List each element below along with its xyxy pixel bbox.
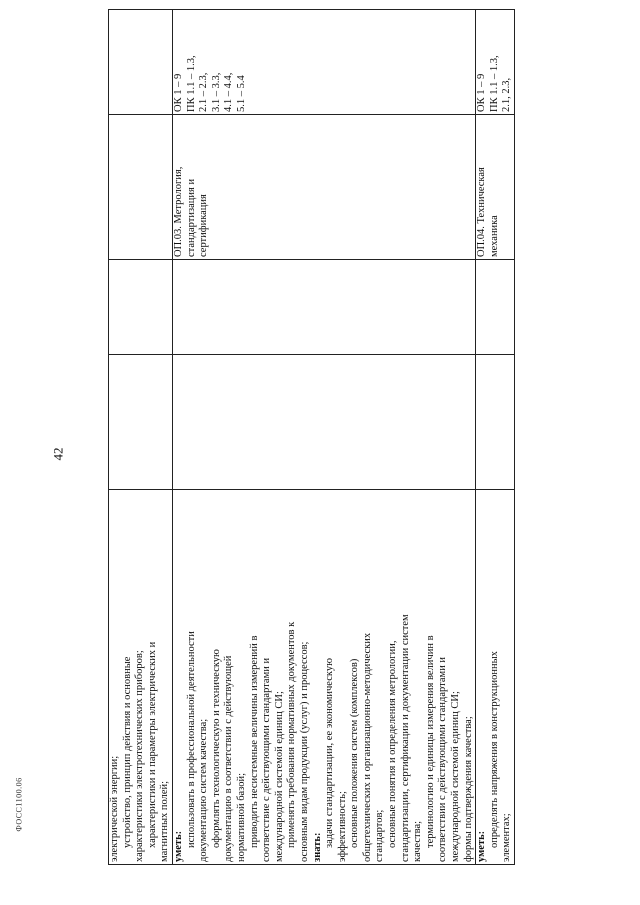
content-line: использовать в профессиональной деятельности <box>185 631 197 848</box>
competency-code: 4.1 – 4.4, <box>223 72 235 112</box>
content-line: международной системой единиц СИ; <box>450 691 462 862</box>
competency-code: 2.1, 2.3, <box>501 77 513 112</box>
empty-cell <box>476 260 515 355</box>
content-line: характеристики электротехнических приборов; <box>134 650 146 862</box>
content-line: документацию в соответствии с действующей <box>223 655 235 862</box>
curriculum-table <box>108 9 515 865</box>
table-row <box>109 10 173 865</box>
competency-code: ПК 1.1 – 1.3, <box>488 55 500 112</box>
content-line: соответствие с действующими стандартами и <box>261 657 273 862</box>
discipline-line: механика <box>488 215 500 257</box>
competencies-cell <box>172 10 475 115</box>
empty-cell <box>476 355 515 490</box>
discipline-cell <box>109 115 173 260</box>
content-line: международной системой единиц СИ; <box>273 691 285 862</box>
content-cell <box>109 490 173 865</box>
competency-code: ОК 1 – 9 <box>476 73 488 112</box>
competencies-cell <box>109 10 173 115</box>
table-body <box>109 10 515 865</box>
content-line: основные положения систем (комплексов) <box>349 658 361 848</box>
table-row <box>476 10 515 865</box>
content-cell <box>172 490 475 865</box>
content-line: качества; <box>412 820 424 862</box>
content-line: основным видам продукции (услуг) и процессов; <box>298 641 310 862</box>
footer-code: ФОСС1100.06 <box>14 777 24 832</box>
competency-code: ПК 1.1 – 1.3, <box>185 55 197 112</box>
discipline-line: сертификация <box>198 194 210 257</box>
competency-code: ОК 1 – 9 <box>172 73 184 112</box>
empty-cell <box>109 260 173 355</box>
content-line: электрической энергии; <box>109 755 120 862</box>
section-heading: уметь: <box>172 830 184 862</box>
content-line: устройство, принцип действия и основные <box>121 656 133 848</box>
content-line: применять требования нормативных документов к <box>286 621 298 848</box>
discipline-cell <box>476 115 515 260</box>
competency-code: 2.1 – 2.3, <box>198 72 210 112</box>
table-row <box>172 10 475 865</box>
discipline-line: стандартизация и <box>185 178 197 257</box>
empty-cell <box>172 260 475 355</box>
discipline-cell <box>172 115 475 260</box>
content-line: элементах; <box>501 813 513 862</box>
page-number: 42 <box>50 447 66 461</box>
content-line: эффективность; <box>336 791 348 862</box>
content-line: терминологию и единицы измерения величин в <box>424 635 436 848</box>
content-cell <box>476 490 515 865</box>
content-line: задачи стандартизации, ее экономическую <box>324 658 336 848</box>
content-line: нормативной базой; <box>235 772 247 862</box>
content-line: приводить несистемные величины измерений в <box>248 635 260 848</box>
content-line: общетехнических и организационно-методических <box>361 632 373 862</box>
content-line: характеристики и параметры электрических и <box>146 641 158 848</box>
section-heading: уметь: <box>476 830 488 862</box>
rotated-table-container <box>108 35 615 865</box>
section-heading: знать: <box>311 832 323 862</box>
discipline-line: ОП.04. Техническая <box>476 167 488 257</box>
content-line: документацию систем качества; <box>198 718 210 862</box>
competency-code: 5.1 – 5.4 <box>235 75 247 112</box>
content-line: стандартизации, сертификации и документации систем <box>399 614 411 862</box>
competency-code: 3.1 – 3.3, <box>210 72 222 112</box>
content-line: магнитных полей; <box>159 780 171 862</box>
content-line: соответствии с действующими стандартами и <box>437 656 449 862</box>
discipline-line: ОП.03. Метрология, <box>172 166 184 257</box>
empty-cell <box>109 355 173 490</box>
content-line: основные понятия и определения метрологии, <box>387 640 399 848</box>
content-line: определять напряжения в конструкционных <box>488 651 500 848</box>
content-line: оформлять технологическую и техническую <box>210 649 222 848</box>
competencies-cell <box>476 10 515 115</box>
content-line: стандартов; <box>374 809 386 862</box>
content-line: формы подтверждения качества; <box>462 716 474 862</box>
empty-cell <box>172 355 475 490</box>
